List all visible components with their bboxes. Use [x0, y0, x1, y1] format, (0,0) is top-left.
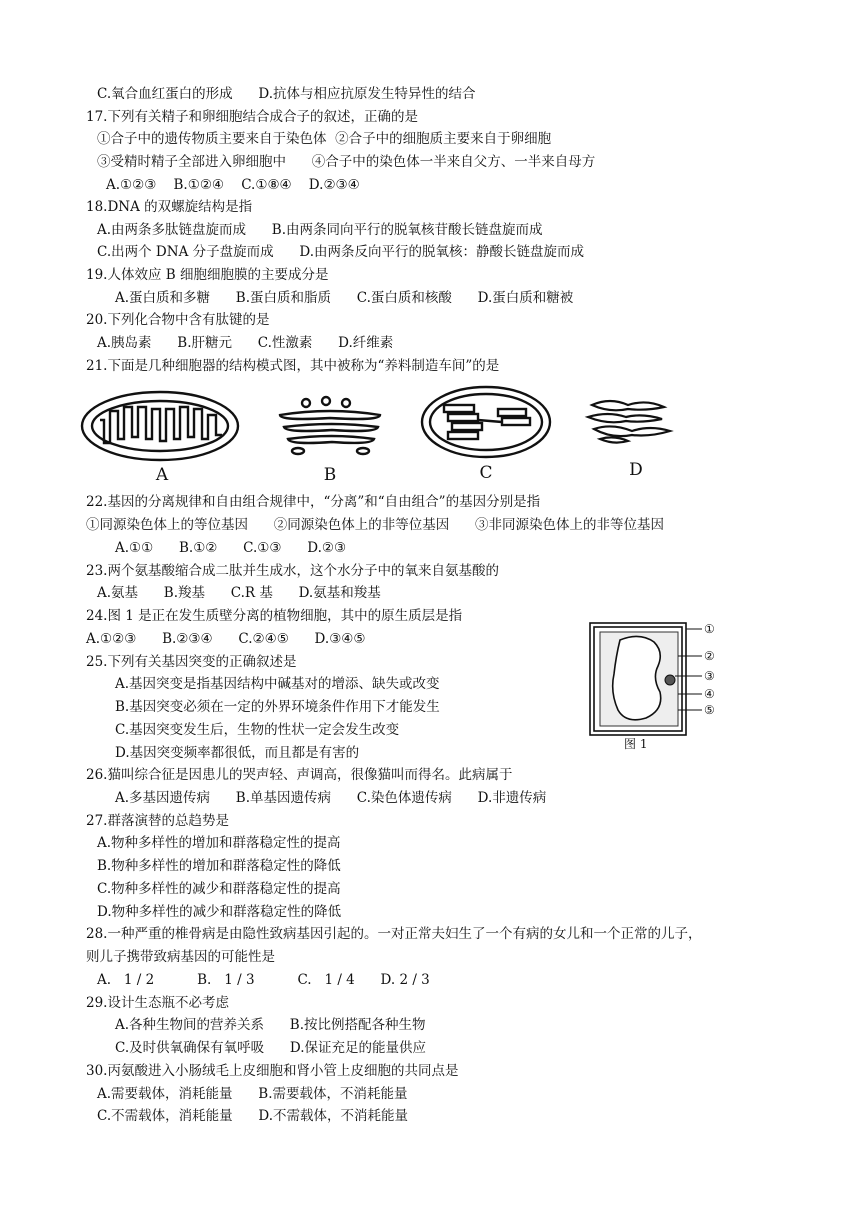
- mitochondrion-diagram: [82, 392, 238, 460]
- golgi-diagram: [280, 397, 380, 454]
- question-24: 24.图 1 是正在发生质壁分离的植物细胞，其中的原生质层是指: [86, 608, 463, 624]
- text-line: ③受精时精子全部进入卵细胞中 ④合子中的染色体一半来自父方、一半来自母方: [97, 154, 596, 170]
- figure-label-b: B: [323, 465, 337, 485]
- options-23: A.氨基 B.羧基 C.R 基 D.氨基和羧基: [97, 585, 381, 601]
- question-22: 22.基因的分离规律和自由组合规律中，“分离”和“自由组合”的基因分别是指: [86, 494, 541, 510]
- marker-4: ④: [704, 687, 715, 701]
- text-line: C.不需载体，消耗能量 D.不需载体，不消耗能量: [97, 1108, 409, 1124]
- options-17: A.①②③ B.①②④ C.①⑧④ D.②③④: [106, 177, 360, 193]
- text-line: D.基因突变频率都很低，而且都是有害的: [115, 745, 360, 761]
- text-line: A.物种多样性的增加和群落稳定性的提高: [97, 835, 341, 851]
- question-18: 18.DNA 的双螺旋结构是指: [86, 199, 253, 215]
- marker-5: ⑤: [704, 703, 715, 717]
- question-21: 21.下面是几种细胞器的结构模式图，其中被称为“养料制造车间”的是: [86, 358, 500, 374]
- text-line: C.氧合血红蛋白的形成 D.抗体与相应抗原发生特异性的结合: [97, 86, 476, 102]
- question-23: 23.两个氨基酸缩合成二肽并生成水，这个水分子中的氧来自氨基酸的: [86, 563, 499, 579]
- text-line: C.物种多样性的减少和群落稳定性的提高: [97, 881, 341, 897]
- text-line: C.及时供氧确保有氧呼吸 D.保证充足的能量供应: [115, 1040, 427, 1056]
- text-line: B.物种多样性的增加和群落稳定性的降低: [97, 858, 341, 874]
- text-line: B.基因突变必须在一定的外界环境条件作用下才能发生: [115, 699, 440, 715]
- marker-2: ②: [704, 649, 715, 663]
- options-26: A.多基因遗传病 B.单基因遗传病 C.染色体遗传病 D.非遗传病: [115, 790, 547, 806]
- question-20: 20.下列化合物中含有肽键的是: [86, 312, 270, 328]
- options-24: A.①②③ B.②③④ C.②④⑤ D.③④⑤: [86, 631, 366, 647]
- question-19: 19.人体效应 B 细胞细胞膜的主要成分是: [86, 267, 329, 283]
- figure-label-d: D: [629, 460, 643, 480]
- question-30: 30.丙氨酸进入小肠绒毛上皮细胞和肾小管上皮细胞的共同点是: [86, 1063, 459, 1079]
- chloroplast-diagram: [422, 387, 550, 457]
- plant-cell-figure: [580, 618, 730, 750]
- text-line: A.由两条多肽链盘旋而成 B.由两条同向平行的脱氧核苷酸长链盘旋而成: [97, 222, 543, 238]
- question-28: 28.一种严重的椎骨病是由隐性致病基因引起的。一对正常夫妇生了一个有病的女儿和一个正常的儿子，: [86, 926, 702, 942]
- text-line: C.出两个 DNA 分子盘旋而成 D.由两条反向平行的脱氧核：静酸长链盘旋而成: [97, 244, 584, 260]
- question-26: 26.猫叫综合征是因患儿的哭声轻、声调高，很像猫叫而得名。此病属于: [86, 767, 513, 783]
- nucleus: [665, 675, 675, 685]
- organelle-figure: [80, 385, 700, 485]
- question-25: 25.下列有关基因突变的正确叙述是: [86, 654, 297, 670]
- question-27: 27.群落演替的总趋势是: [86, 813, 229, 829]
- text-line: A.基因突变是指基因结构中碱基对的增添、缺失或改变: [115, 676, 440, 692]
- text-line: D.物种多样性的减少和群落稳定性的降低: [97, 904, 342, 920]
- marker-lines: [675, 629, 702, 710]
- text-line: ①同源染色体上的等位基因 ②同源染色体上的非等位基因 ③非同源染色体上的非等位基因: [86, 517, 664, 533]
- figure-label-a: A: [155, 465, 169, 485]
- er-diagram: [588, 401, 670, 443]
- marker-1: ①: [704, 622, 715, 636]
- text-line: C.基因突变发生后，生物的性状一定会发生改变: [115, 722, 400, 738]
- text-line: A.需要载体，消耗能量 B.需要载体，不消耗能量: [97, 1086, 408, 1102]
- options-22: A.①① B.①② C.①③ D.②③: [115, 540, 347, 556]
- question-29: 29.设计生态瓶不必考虑: [86, 995, 229, 1011]
- text-line: 则儿子携带致病基因的可能性是: [86, 949, 275, 965]
- figure-label-c: C: [479, 463, 493, 483]
- options-20: A.胰岛素 B.肝糖元 C.性激素 D.纤维素: [97, 335, 394, 351]
- options-19: A.蛋白质和多糖 B.蛋白质和脂质 C.蛋白质和核酸 D.蛋白质和糖被: [115, 290, 574, 306]
- vacuole: [613, 636, 661, 719]
- figure-caption: 图 1: [624, 737, 648, 750]
- options-28: A. 1 / 2 B. 1 / 3 C. 1 / 4 D. 2 / 3: [97, 972, 430, 988]
- question-17: 17.下列有关精子和卵细胞结合成合子的叙述，正确的是: [86, 109, 418, 125]
- text-line: A.各种生物间的营养关系 B.按比例搭配各种生物: [115, 1017, 426, 1033]
- marker-3: ③: [704, 669, 715, 683]
- text-line: ①合子中的遗传物质主要来自于染色体 ②合子中的细胞质主要来自于卵细胞: [97, 131, 552, 147]
